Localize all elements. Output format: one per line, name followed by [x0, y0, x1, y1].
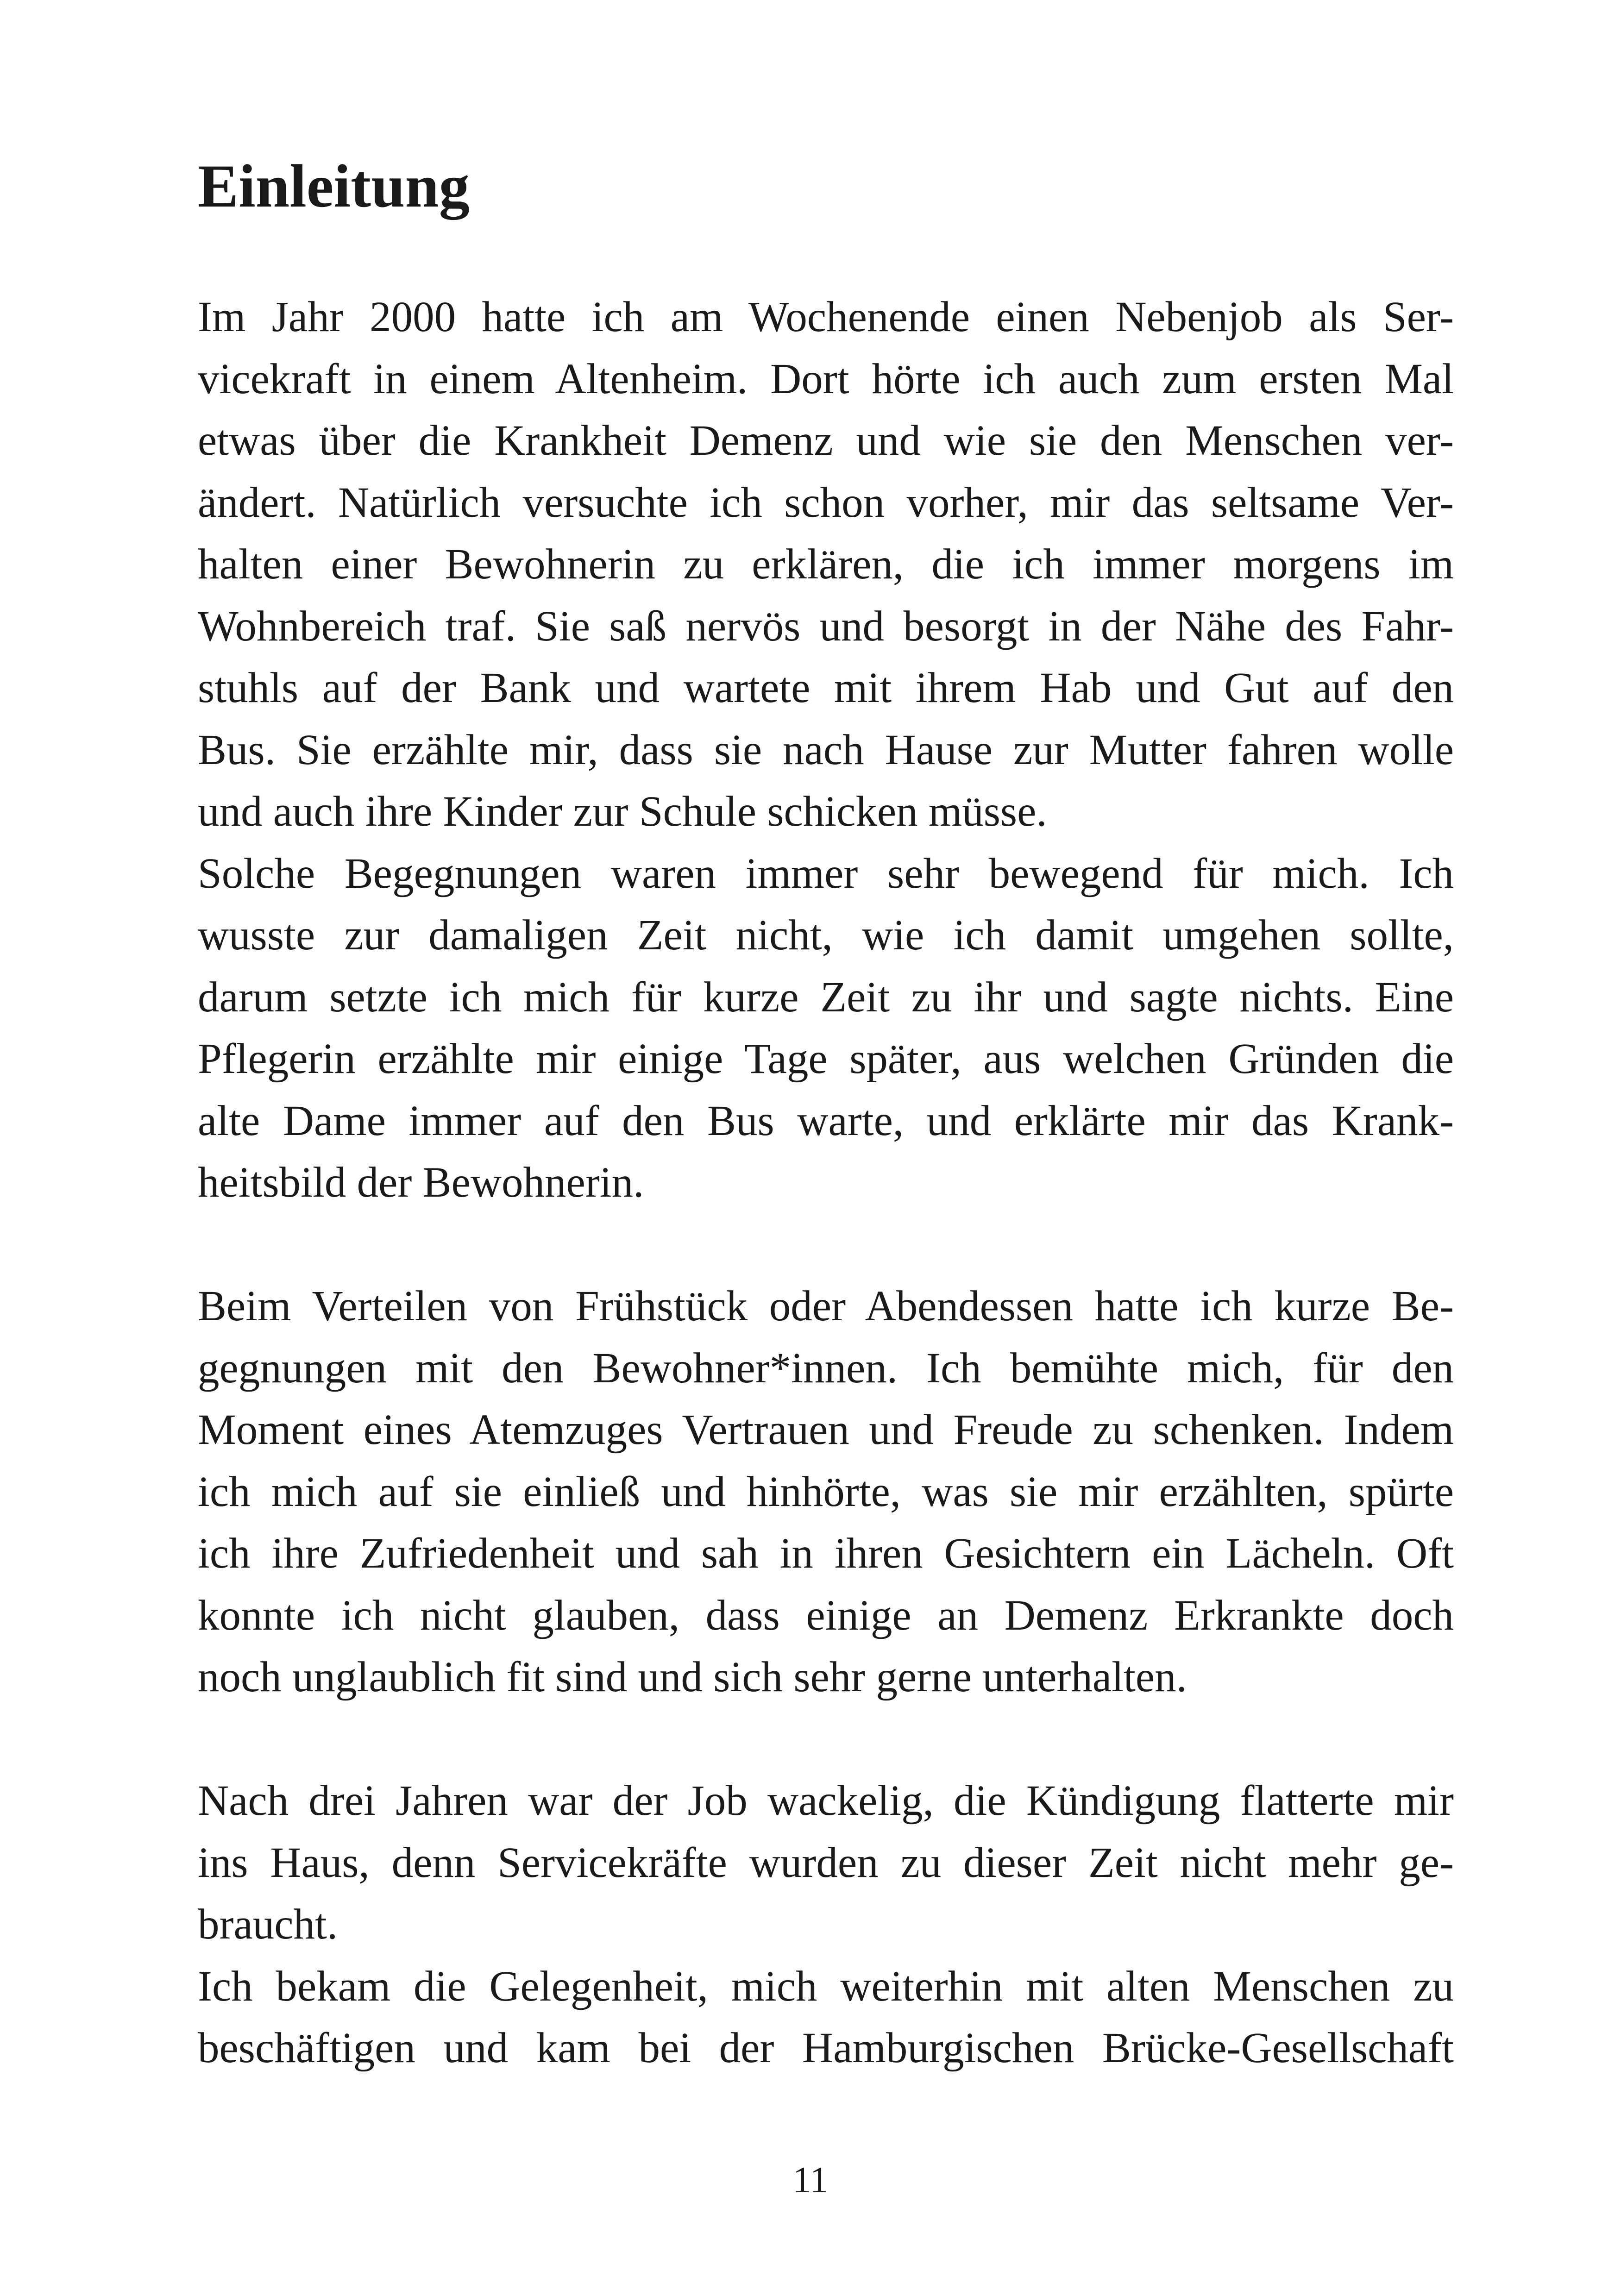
- chapter-heading: Einleitung: [198, 152, 470, 220]
- text-line: Ich bekam die Gelegenheit, mich weiterhin mit alten Menschen zu: [198, 1962, 1454, 2010]
- text-line: Im Jahr 2000 hatte ich am Wochenende einen Nebenjob als Ser-: [198, 293, 1454, 341]
- body-text: [198, 286, 1454, 2079]
- text-line: Bus. Sie erzählte mir, dass sie nach Hause zur Mutter fahren wolle: [198, 726, 1454, 774]
- text-line: vicekraft in einem Altenheim. Dort hörte ich auch zum ersten Mal: [198, 355, 1454, 403]
- text-line: wusste zur damaligen Zeit nicht, wie ich damit umgehen sollte,: [198, 911, 1454, 959]
- text-line: darum setzte ich mich für kurze Zeit zu ihr und sagte nichts. Eine: [198, 973, 1454, 1021]
- text-line: stuhls auf der Bank und wartete mit ihrem Hab und Gut auf den: [198, 664, 1454, 712]
- text-line: ich ihre Zufriedenheit und sah in ihren Gesichtern ein Lächeln. Oft: [198, 1530, 1454, 1577]
- text-line: und auch ihre Kinder zur Schule schicken müsse.: [198, 788, 1047, 835]
- text-line: gegnungen mit den Bewohner*innen. Ich bemühte mich, für den: [198, 1344, 1454, 1392]
- text-line: Wohnbereich traf. Sie saß nervös und besorgt in der Nähe des Fahr-: [198, 602, 1454, 650]
- text-line: ins Haus, denn Servicekräfte wurden zu dieser Zeit nicht mehr ge-: [198, 1838, 1454, 1887]
- text-line: Beim Verteilen von Frühstück oder Abendessen hatte ich kurze Be-: [198, 1282, 1454, 1330]
- text-line: ändert. Natürlich versuchte ich schon vorher, mir das seltsame Ver-: [198, 478, 1454, 527]
- text-line: noch unglaublich fit sind und sich sehr gerne unterhalten.: [198, 1653, 1187, 1701]
- text-line: Pflegerin erzählte mir einige Tage später, aus welchen Gründen die: [198, 1035, 1454, 1083]
- text-line: ich mich auf sie einließ und hinhörte, was sie mir erzählten, spürte: [198, 1468, 1454, 1516]
- text-line: konnte ich nicht glauben, dass einige an Demenz Erkrankte doch: [198, 1591, 1454, 1639]
- text-line: Moment eines Atemzuges Vertrauen und Freude zu schenken. Indem: [198, 1406, 1454, 1454]
- page-number: 11: [792, 2160, 829, 2201]
- text-line: braucht.: [198, 1901, 338, 1948]
- text-line: alte Dame immer auf den Bus warte, und erklärte mir das Krank-: [198, 1097, 1454, 1145]
- paragraph-spacer: [198, 1708, 1454, 1770]
- text-line: Nach drei Jahren war der Job wackelig, die Kündigung flatterte mir: [198, 1777, 1454, 1825]
- text-line: etwas über die Krankheit Demenz und wie sie den Menschen ver-: [198, 417, 1454, 464]
- text-line: heitsbild der Bewohnerin.: [198, 1159, 644, 1206]
- text-line: beschäftigen und kam bei der Hamburgischen Brücke-Gesellschaft: [198, 2024, 1454, 2072]
- text-line: Solche Begegnungen waren immer sehr bewegend für mich. Ich: [198, 849, 1454, 897]
- paragraph-spacer: [198, 1214, 1454, 1276]
- text-line: halten einer Bewohnerin zu erklären, die ich immer morgens im: [198, 540, 1454, 588]
